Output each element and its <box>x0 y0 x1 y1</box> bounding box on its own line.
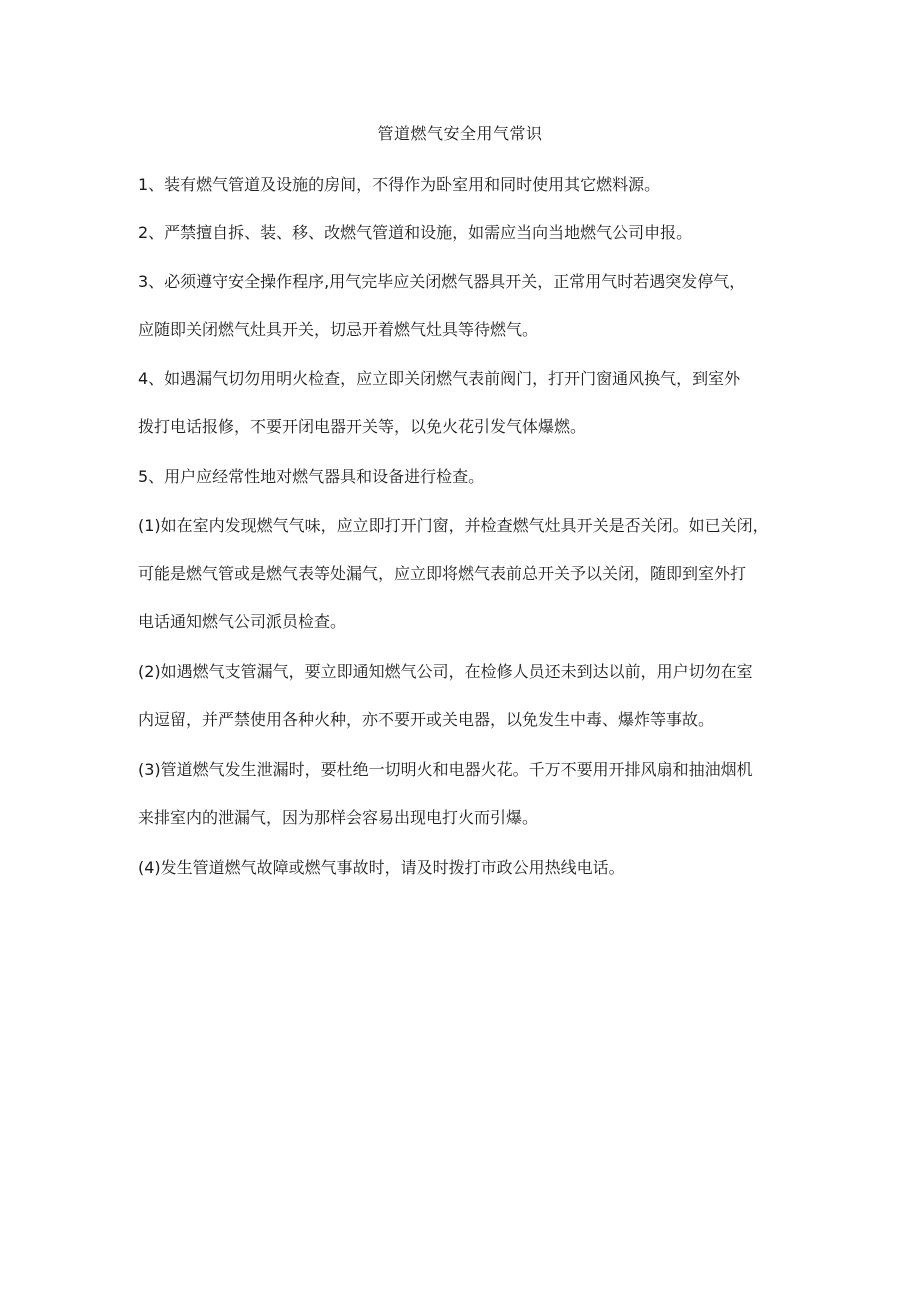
paragraph-6 <box>138 502 798 646</box>
paragraph-line: (4)发生管道燃气故障或燃气事故时，请及时拨打市政公用热线电话。 <box>138 858 625 877</box>
paragraph-1 <box>138 161 798 209</box>
paragraph-line: 1、装有燃气管道及设施的房间，不得作为卧室用和同时使用其它燃料源。 <box>138 175 661 194</box>
paragraph-line: 内逗留，并严禁使用各种火种，亦不要开或关电器，以免发生中毒、爆炸等事故。 <box>138 710 715 729</box>
paragraph-line: 4、如遇漏气切勿用明火检查，应立即关闭燃气表前阀门，打开门窗通风换气，到室外 <box>138 369 741 388</box>
paragraph-line: 2、严禁擅自拆、装、移、改燃气管道和设施，如需应当向当地燃气公司申报。 <box>138 223 693 242</box>
paragraph-line: 拨打电话报修，不要开闭电器开关等，以免火花引发气体爆燃。 <box>138 417 587 436</box>
paragraph-2 <box>138 209 798 257</box>
paragraph-3 <box>138 258 798 354</box>
paragraph-line: (1)如在室内发现燃气气味，应立即打开门窗，并检查燃气灶具开关是否关闭。如已关闭， <box>138 516 769 535</box>
paragraph-line: 应随即关闭燃气灶具开关，切忌开着燃气灶具等待燃气。 <box>138 320 539 339</box>
paragraph-7 <box>138 648 798 744</box>
paragraph-8 <box>138 746 798 842</box>
paragraph-line: 可能是燃气管或是燃气表等处漏气，应立即将燃气表前总开关予以关闭，随即到室外打 <box>138 564 747 583</box>
paragraph-line: 来排室内的泄漏气，因为那样会容易出现电打火而引爆。 <box>138 808 539 827</box>
paragraph-9 <box>138 844 798 892</box>
document-title: 管道燃气安全用气常识 <box>377 124 543 143</box>
paragraph-line: 3、必须遵守安全操作程序,用气完毕应关闭燃气器具开关，正常用气时若遇突发停气， <box>138 272 746 291</box>
paragraph-line: 5、用户应经常性地对燃气器具和设备进行检查。 <box>138 467 485 486</box>
paragraph-5 <box>138 453 798 501</box>
paragraph-line: (2)如遇燃气支管漏气，要立即通知燃气公司，在检修人员还未到达以前，用户切勿在室 <box>138 662 753 681</box>
paragraph-4 <box>138 355 798 451</box>
paragraph-line: 电话通知燃气公司派员检查。 <box>138 612 347 631</box>
paragraph-line: (3)管道燃气发生泄漏时，要杜绝一切明火和电器火花。千万不要用开排风扇和抽油烟机 <box>138 760 753 779</box>
